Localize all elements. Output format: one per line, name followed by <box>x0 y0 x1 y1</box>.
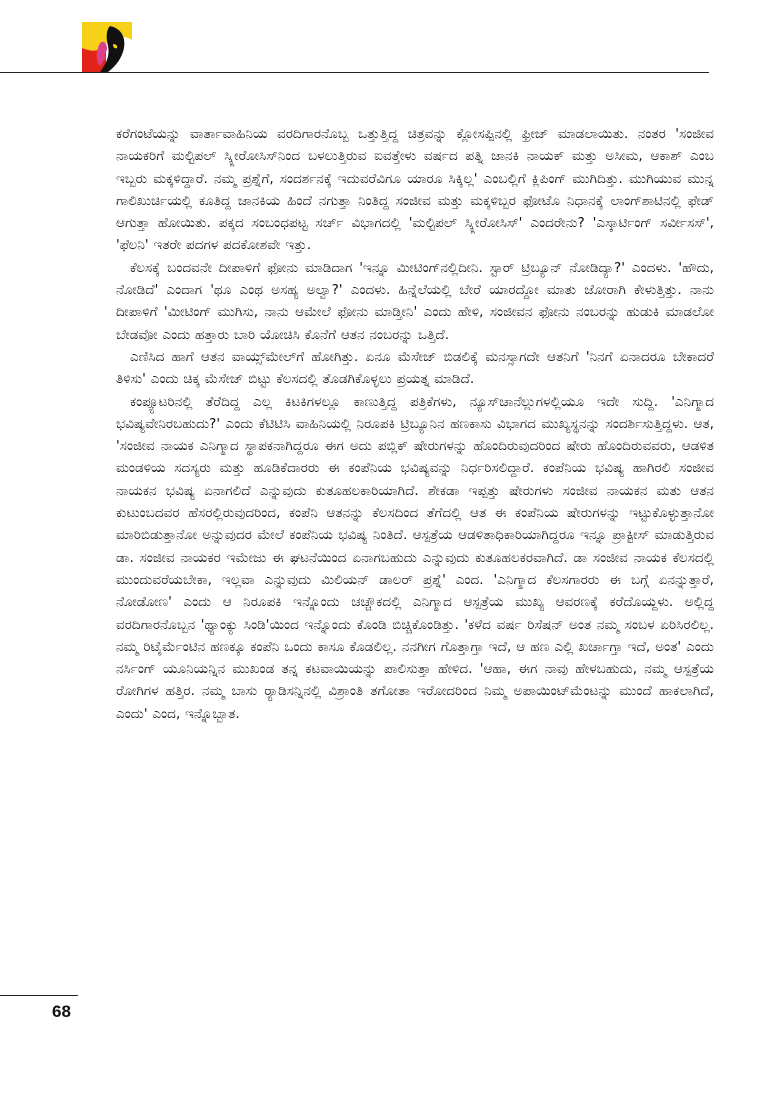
paragraph: ಕರೆಗಂಟೆಯನ್ನು ವಾರ್ತಾವಾಹಿನಿಯ ವರದಿಗಾರನೊಬ್ಬ ಒತ್ತುತ್ತಿದ್ದ ಚಿತ್ರವನ್ನು ಕ್ಲೋಸಪ್ಪಿನಲ್ಲಿ ಫ್ರೀಜ್ ಮಾಡಲಾಯಿತು. ನಂತರ 'ಸಂಜೀವ ನಾಯಕರಿಗೆ ಮಲ್ಟಿಪಲ್ ಸ್ಕ್ಲೀರೋಸಿಸ್‌ನಿಂದ ಬಳಲುತ್ತಿರುವ ಐವತ್ತೇಳು ವರ್ಷದ ಪತ್ನಿ ಜಾನಕಿ ನಾಯಕ್ ಮತ್ತು ಅಸೀಮ, ಆಕಾಶ್ ಎಂಬ ಇಬ್ಬರು ಮಕ್ಕಳಿದ್ದಾರೆ. ನಮ್ಮ ಪ್ರಶ್ನೆಗೆ, ಸಂದರ್ಶನಕ್ಕೆ ಇದುವರೆವಿಗೂ ಯಾರೂ ಸಿಕ್ಕಿಲ್ಲ' ಎಂಬಲ್ಲಿಗೆ ಕ್ಲಿಪಿಂಗ್ ಮುಗಿದಿತ್ತು. ಮುಗಿಯುವ ಮುನ್ನ ಗಾಲಿಖುರ್ಚಿಯಲ್ಲಿ ಕೂತಿದ್ದ ಜಾನಕಿಯ ಹಿಂದೆ ನಗುತ್ತಾ ನಿಂತಿದ್ದ ಸಂಜೀವ ಮತ್ತು ಮಕ್ಕಳಿಬ್ಬರ ಫೋಟೊ ನಿಧಾನಕ್ಕೆ ಲಾಂಗ್‌ಶಾಟಿನಲ್ಲಿ ಫೇಡ್ ಆಗುತ್ತಾ ಹೋಯಿತು. ಪಕ್ಕದ ಸಂಬಂಧಪಟ್ಟ ಸರ್ಚ್ ವಿಭಾಗದಲ್ಲಿ 'ಮಲ್ಟಿಪಲ್ ಸ್ಕ್ಲೀರೋಸಿಸ್' ಎಂದರೇನು? 'ಎಸ್ಕಾರ್ಟಿಂಗ್ ಸರ್ವೀಸಸ್', 'ಫೆಲನಿ' ಇತರೇ ಪದಗಳ ಪದಕೋಶವೇ ಇತ್ತು. <box>116 126 714 254</box>
paragraph: ಕೆಲಸಕ್ಕೆ ಬಂದವನೇ ದೀಪಾಳಿಗೆ ಫೋನು ಮಾಡಿದಾಗ 'ಇನ್ನೂ ಮೀಟಿಂಗ್‌ನಲ್ಲಿದೀನಿ. ಸ್ಟಾರ್ ಟ್ರಿಬ್ಯೂನ್ ನೋಡಿದ್ಯಾ?' ಎಂದಳು. 'ಹೌದು, ನೋಡಿದೆ' ಎಂದಾಗ 'ಥೂ ಎಂಥ ಅಸಹ್ಯ ಅಲ್ವಾ?' ಎಂದಳು. ಹಿನ್ನೆಲೆಯಲ್ಲಿ ಬೇರೆ ಯಾರದ್ದೋ ಮಾತು ಜೋರಾಗಿ ಕೇಳುತ್ತಿತ್ತು. ನಾನು ದೀಪಾಳಿಗೆ 'ಮೀಟಿಂಗ್ ಮುಗಿಸು, ನಾನು ಆಮೇಲೆ ಫೋನು ಮಾಡ್ತೀನಿ' ಎಂದು ಹೇಳಿ, ಸಂಜೀವನ ಫೋನು ನಂಬರನ್ನು ಹುಡುಕಿ ಮಾಡಲೋ ಬೇಡವೋ ಎಂದು ಹತ್ತಾರು ಬಾರಿ ಯೋಚಿಸಿ ಕೊನೆಗೆ ಆತನ ನಂಬರನ್ನು ಒತ್ತಿದೆ. <box>116 259 714 343</box>
paragraph: ಕಂಪ್ಯೂಟರಿನಲ್ಲಿ ತೆರೆದಿದ್ದ ಎಲ್ಲ ಕಿಟಕಿಗಳಲ್ಲೂ ಕಾಣುತ್ತಿದ್ದ ಪತ್ರಿಕೆಗಳು, ನ್ಯೂಸ್‌ಚಾನೆಲ್ಲುಗಳಲ್ಲಿಯೂ ಇದೇ ಸುದ್ದಿ. 'ಎನಿಗ್ಮಾದ ಭವಿಷ್ಯವೇನಿರಬಹುದು?' ಎಂದು ಕೆಟಿಟಿಸಿ ವಾಹಿನಿಯಲ್ಲಿ ನಿರೂಪಕಿ ಟ್ರಿಬ್ಯೂನಿನ ಹಣಕಾಸು ವಿಭಾಗದ ಮುಖ್ಯಸ್ಥನನ್ನು ಸಂದರ್ಶಿಸುತ್ತಿದ್ದಳು. ಆತ, 'ಸಂಜೀವ ನಾಯಕ ಎನಿಗ್ಮಾದ ಸ್ಥಾಪಕನಾಗಿದ್ದರೂ ಈಗ ಅದು ಪಬ್ಲಿಕ್ ಷೇರುಗಳನ್ನು ಹೊಂದಿರುವುದರಿಂದ ಷೇರು ಹೊಂದಿರುವವರು, ಆಡಳಿತ ಮಂಡಳಿಯ ಸದಸ್ಯರು ಮತ್ತು ಹೂಡಿಕೆದಾರರು ಈ ಕಂಪೆನಿಯ ಭವಿಷ್ಯವನ್ನು ನಿರ್ಧರಿಸಲಿದ್ದಾರೆ. ಕಂಪೆನಿಯ ಭವಿಷ್ಯ ಹಾಗಿರಲಿ ಸಂಜೀವ ನಾಯಕನ ಭವಿಷ್ಯ ಏನಾಗಲಿದೆ ಎನ್ನುವುದು ಕುತೂಹಲಕಾರಿಯಾಗಿದೆ. ಶೇಕಡಾ ಇಪ್ಪತ್ತು ಷೇರುಗಳು ಸಂಜೀವ ನಾಯಕನ ಮತು ಆತನ ಕುಟುಂಬದವರ ಹೆಸರಲ್ಲಿರುವುದರಿಂದ, ಕಂಪೆನಿ ಆತನನ್ನು ಕೆಲಸದಿಂದ ತೆಗೆದಲ್ಲಿ ಆತ ಈ ಕಂಪೆನಿಯ ಷೇರುಗಳನ್ನು ಇಟ್ಟುಕೊಳ್ಳುತ್ತಾನೋ ಮಾರಿಬಿಡುತ್ತಾನೋ ಅನ್ನುವುದರ ಮೇಲೆ ಕಂಪೆನಿಯ ಭವಿಷ್ಯ ನಿಂತಿದೆ. ಆಸ್ಪತ್ರೆಯ ಆಡಳಿತಾಧಿಕಾರಿಯಾಗಿದ್ದರೂ ಇನ್ನೂ ಪ್ರಾಕ್ಟೀಸ್ ಮಾಡುತ್ತಿರುವ ಡಾ. ಸಂಜೀವ ನಾಯಕರ ಇಮೇಜು ಈ ಘಟನೆಯಿಂದ ಏನಾಗಬಹುದು ಎನ್ನುವುದು ಕುತೂಹಲಕರವಾಗಿದೆ. ಡಾ ಸಂಜೀವ ನಾಯಕ ಕೆಲಸದಲ್ಲಿ ಮುಂದುವರೆಯಬೇಕಾ, ಇಲ್ಲವಾ ಎನ್ನುವುದು ಮಿಲಿಯನ್ ಡಾಲರ್ ಪ್ರಶ್ನೆ' ಎಂದ. 'ಎನಿಗ್ಮಾದ ಕೆಲಸಗಾರರು ಈ ಬಗ್ಗೆ ಏನನ್ನುತ್ತಾರೆ, ನೋಡೋಣ' ಎಂದು ಆ ನಿರೂಪಕಿ ಇನ್ನೊಂದು ಚಚ್ಚೌಕದಲ್ಲಿ ಎನಿಗ್ಮಾದ ಆಸ್ಪತ್ರೆಯ ಮುಖ್ಯ ಆವರಣಕ್ಕೆ ಕರೆದೊಯ್ದಳು. ಅಲ್ಲಿದ್ದ ವರದಿಗಾರನೊಬ್ಬನ 'ಥ್ಯಾಂಕ್ಯು ಸಿಂಡಿ'ಯಿಂದ ಇನ್ನೊಂದು ಕೊಂಡಿ ಬಿಚ್ಚಿಕೊಂಡಿತ್ತು. 'ಕಳೆದ ವರ್ಷ ರಿಸೆಷನ್ ಅಂತ ನಮ್ಮ ಸಂಬಳ ಏರಿಸಿರಲಿಲ್ಲ. ನಮ್ಮ ರಿಟೈರ್ಮೆಂಟಿನ ಹಣಕ್ಕೂ ಕಂಪೆನಿ ಒಂದು ಕಾಸೂ ಕೊಡಲಿಲ್ಲ. ನನಗೀಗ ಗೊತ್ತಾಗ್ತಾ ಇದೆ, ಆ ಹಣ ಎಲ್ಲಿ ಖರ್ಚಾಗ್ತಾ ಇದೆ, ಅಂತ' ಎಂದು ನರ್ಸಿಂಗ್ ಯೂನಿಯನ್ನಿನ ಮುಖಂಡ ತನ್ನ ಕಟವಾಯಿಯನ್ನು ಪಾಲಿಸುತ್ತಾ ಹೇಳಿದ. 'ಆಹಾ, ಈಗ ನಾವು ಹೇಳಬಹುದು, ನಮ್ಮ ಆಸ್ಪತ್ರೆಯ ರೋಗಿಗಳ ಹತ್ತಿರ. ನಮ್ಮ ಬಾಸು ರ್‍ಯಾಡಿಸನ್ನಿನಲ್ಲಿ ವಿಶ್ರಾಂತಿ ತಗೋತಾ ಇರೋದರಿಂದ ನಿಮ್ಮ ಅಪಾಯಿಂಟ್‌ಮೆಂಟನ್ನು ಮುಂದೆ ಹಾಕಲಾಗಿದೆ, ಎಂದು' ಎಂದ, ಇನ್ನೊಬ್ಬಾತ. <box>116 393 714 722</box>
woman-profile-logo-icon <box>82 22 132 72</box>
paragraph: ಎಣಿಸಿದ ಹಾಗೆ ಆತನ ವಾಯ್ಸ್‌ಮೇಲ್‌ಗೆ ಹೋಗಿತ್ತು. ಏನೂ ಮೆಸೇಜ್ ಬಿಡಲಿಕ್ಕೆ ಮನಸ್ಸಾಗದೇ ಆತನಿಗೆ 'ನಿನಗೆ ಏನಾದರೂ ಬೇಕಾದರೆ ತಿಳಿಸು' ಎಂದು ಚಿಕ್ಕ ಮೆಸೇಜ್ ಬಿಟ್ಟು ಕೆಲಸದಲ್ಲಿ ತೊಡಗಿಕೊಳ್ಳಲು ಪ್ರಯತ್ನ ಮಾಡಿದೆ. <box>116 348 714 388</box>
page-number: 68 <box>52 1002 71 1021</box>
footer-rule <box>0 995 78 996</box>
header-rule <box>0 72 709 73</box>
story-body <box>116 123 714 725</box>
